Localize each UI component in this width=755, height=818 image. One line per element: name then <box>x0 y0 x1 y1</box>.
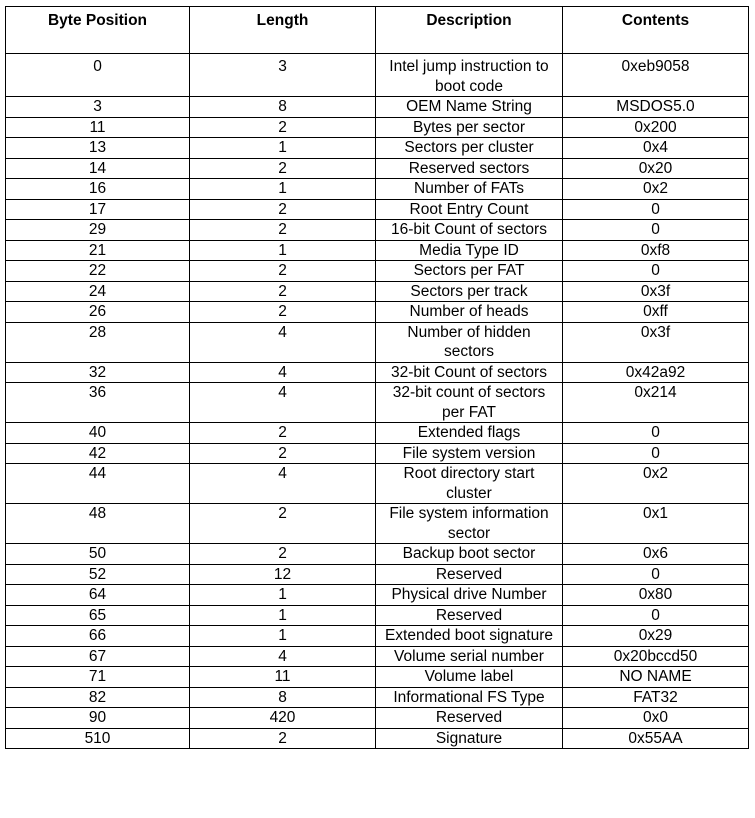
cell-length: 2 <box>190 423 376 444</box>
table-row <box>6 54 749 97</box>
cell-length: 4 <box>190 383 376 423</box>
table-row <box>6 117 749 138</box>
cell-byte-position: 40 <box>6 423 190 444</box>
cell-byte-position: 14 <box>6 158 190 179</box>
cell-description: Reserved <box>376 564 563 585</box>
cell-description: Physical drive Number <box>376 585 563 606</box>
table-row <box>6 138 749 159</box>
cell-byte-position: 24 <box>6 281 190 302</box>
cell-description: Extended boot signature <box>376 626 563 647</box>
cell-length: 12 <box>190 564 376 585</box>
cell-byte-position: 67 <box>6 646 190 667</box>
table-row <box>6 362 749 383</box>
cell-byte-position: 26 <box>6 302 190 323</box>
cell-byte-position: 48 <box>6 504 190 544</box>
table-row <box>6 261 749 282</box>
table-row <box>6 281 749 302</box>
cell-contents: 0x2 <box>563 464 749 504</box>
cell-length: 1 <box>190 138 376 159</box>
cell-byte-position: 3 <box>6 97 190 118</box>
table-body <box>6 54 749 749</box>
cell-byte-position: 90 <box>6 708 190 729</box>
cell-byte-position: 66 <box>6 626 190 647</box>
cell-length: 1 <box>190 240 376 261</box>
cell-length: 3 <box>190 54 376 97</box>
cell-contents: 0 <box>563 261 749 282</box>
cell-description: Intel jump instruction to boot code <box>376 54 563 97</box>
cell-description: Sectors per cluster <box>376 138 563 159</box>
header-length: Length <box>190 7 376 54</box>
cell-byte-position: 64 <box>6 585 190 606</box>
cell-byte-position: 32 <box>6 362 190 383</box>
cell-length: 4 <box>190 646 376 667</box>
cell-description: 32-bit Count of sectors <box>376 362 563 383</box>
cell-description: File system version <box>376 443 563 464</box>
table-row <box>6 97 749 118</box>
cell-description: 32-bit count of sectors per FAT <box>376 383 563 423</box>
table-row <box>6 158 749 179</box>
cell-contents: 0x80 <box>563 585 749 606</box>
cell-length: 1 <box>190 626 376 647</box>
boot-sector-table <box>5 6 749 749</box>
table-row <box>6 687 749 708</box>
cell-description: Volume label <box>376 667 563 688</box>
cell-contents: 0x55AA <box>563 728 749 749</box>
table-row <box>6 322 749 362</box>
cell-byte-position: 0 <box>6 54 190 97</box>
cell-contents: 0x200 <box>563 117 749 138</box>
table-row <box>6 443 749 464</box>
table-row <box>6 383 749 423</box>
cell-length: 8 <box>190 687 376 708</box>
cell-byte-position: 71 <box>6 667 190 688</box>
cell-contents: 0 <box>563 199 749 220</box>
cell-length: 4 <box>190 322 376 362</box>
table-header-row <box>6 7 749 54</box>
cell-contents: 0x20 <box>563 158 749 179</box>
cell-length: 2 <box>190 199 376 220</box>
cell-description: Number of FATs <box>376 179 563 200</box>
cell-contents: 0 <box>563 220 749 241</box>
cell-description: Reserved <box>376 605 563 626</box>
cell-byte-position: 17 <box>6 199 190 220</box>
cell-length: 1 <box>190 585 376 606</box>
cell-contents: 0x0 <box>563 708 749 729</box>
cell-length: 1 <box>190 179 376 200</box>
table-row <box>6 220 749 241</box>
cell-length: 2 <box>190 220 376 241</box>
cell-description: Media Type ID <box>376 240 563 261</box>
cell-description: Volume serial number <box>376 646 563 667</box>
cell-contents: NO NAME <box>563 667 749 688</box>
table-row <box>6 179 749 200</box>
cell-byte-position: 11 <box>6 117 190 138</box>
cell-contents: 0x3f <box>563 322 749 362</box>
cell-description: OEM Name String <box>376 97 563 118</box>
header-contents: Contents <box>563 7 749 54</box>
cell-contents: 0x4 <box>563 138 749 159</box>
cell-byte-position: 50 <box>6 544 190 565</box>
cell-contents: 0 <box>563 423 749 444</box>
cell-byte-position: 21 <box>6 240 190 261</box>
cell-length: 4 <box>190 362 376 383</box>
cell-byte-position: 44 <box>6 464 190 504</box>
cell-length: 4 <box>190 464 376 504</box>
cell-contents: 0x20bccd50 <box>563 646 749 667</box>
cell-contents: MSDOS5.0 <box>563 97 749 118</box>
table-row <box>6 240 749 261</box>
cell-contents: 0x6 <box>563 544 749 565</box>
cell-contents: 0x3f <box>563 281 749 302</box>
cell-description: Reserved sectors <box>376 158 563 179</box>
table-row <box>6 564 749 585</box>
cell-byte-position: 510 <box>6 728 190 749</box>
cell-contents: 0x214 <box>563 383 749 423</box>
cell-description: Signature <box>376 728 563 749</box>
cell-length: 2 <box>190 443 376 464</box>
cell-contents: 0 <box>563 443 749 464</box>
cell-description: Number of hidden sectors <box>376 322 563 362</box>
cell-contents: 0xff <box>563 302 749 323</box>
table-row <box>6 464 749 504</box>
cell-description: File system information sector <box>376 504 563 544</box>
cell-length: 2 <box>190 261 376 282</box>
table-row <box>6 423 749 444</box>
cell-length: 2 <box>190 302 376 323</box>
cell-byte-position: 13 <box>6 138 190 159</box>
cell-contents: 0x1 <box>563 504 749 544</box>
cell-description: Root Entry Count <box>376 199 563 220</box>
table-row <box>6 605 749 626</box>
cell-contents: 0x29 <box>563 626 749 647</box>
cell-length: 2 <box>190 117 376 138</box>
cell-length: 2 <box>190 281 376 302</box>
cell-description: Bytes per sector <box>376 117 563 138</box>
cell-byte-position: 82 <box>6 687 190 708</box>
cell-contents: 0xeb9058 <box>563 54 749 97</box>
cell-contents: 0 <box>563 564 749 585</box>
cell-contents: 0x42a92 <box>563 362 749 383</box>
cell-length: 2 <box>190 504 376 544</box>
cell-length: 2 <box>190 158 376 179</box>
cell-length: 11 <box>190 667 376 688</box>
cell-description: Extended flags <box>376 423 563 444</box>
table-row <box>6 504 749 544</box>
cell-contents: FAT32 <box>563 687 749 708</box>
table-row <box>6 646 749 667</box>
cell-byte-position: 65 <box>6 605 190 626</box>
table-row <box>6 667 749 688</box>
cell-description: Sectors per track <box>376 281 563 302</box>
cell-description: Backup boot sector <box>376 544 563 565</box>
cell-description: 16-bit Count of sectors <box>376 220 563 241</box>
header-byte-position: Byte Position <box>6 7 190 54</box>
table-row <box>6 708 749 729</box>
table-row <box>6 626 749 647</box>
cell-byte-position: 52 <box>6 564 190 585</box>
table-row <box>6 728 749 749</box>
cell-byte-position: 36 <box>6 383 190 423</box>
table-row <box>6 544 749 565</box>
cell-byte-position: 22 <box>6 261 190 282</box>
cell-description: Informational FS Type <box>376 687 563 708</box>
cell-description: Reserved <box>376 708 563 729</box>
header-description: Description <box>376 7 563 54</box>
cell-byte-position: 16 <box>6 179 190 200</box>
cell-length: 8 <box>190 97 376 118</box>
table-row <box>6 199 749 220</box>
cell-length: 2 <box>190 544 376 565</box>
cell-byte-position: 29 <box>6 220 190 241</box>
cell-contents: 0xf8 <box>563 240 749 261</box>
cell-description: Root directory start cluster <box>376 464 563 504</box>
cell-description: Number of heads <box>376 302 563 323</box>
cell-length: 420 <box>190 708 376 729</box>
cell-byte-position: 42 <box>6 443 190 464</box>
cell-byte-position: 28 <box>6 322 190 362</box>
cell-length: 1 <box>190 605 376 626</box>
cell-length: 2 <box>190 728 376 749</box>
table-row <box>6 302 749 323</box>
cell-contents: 0x2 <box>563 179 749 200</box>
cell-description: Sectors per FAT <box>376 261 563 282</box>
table-row <box>6 585 749 606</box>
cell-contents: 0 <box>563 605 749 626</box>
